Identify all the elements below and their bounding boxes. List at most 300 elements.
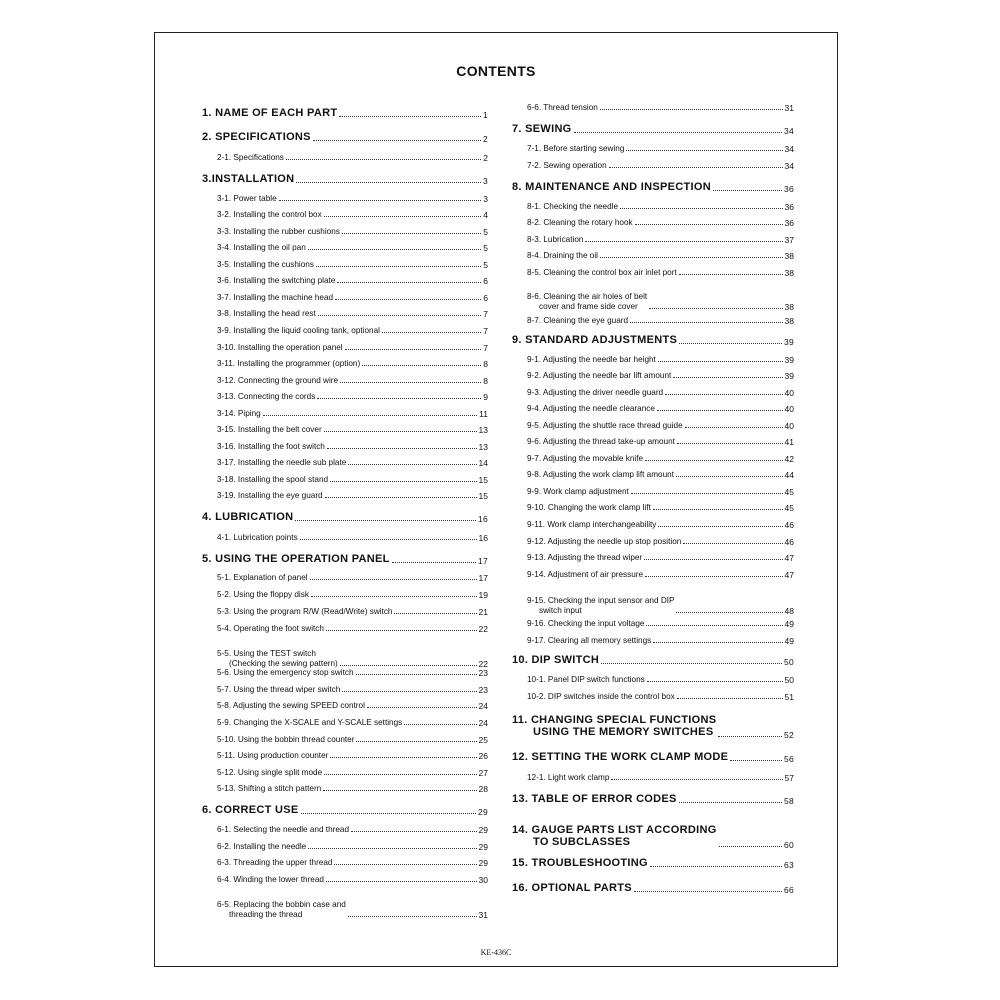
toc-page-number: 63 (783, 859, 794, 870)
toc-page-number: 36 (784, 201, 794, 212)
dot-leader (574, 132, 782, 133)
dot-leader (645, 576, 782, 577)
toc-page-number: 36 (783, 183, 794, 194)
toc-entry-title: 9-7. Adjusting the movable knife (527, 453, 644, 463)
toc-entry (202, 292, 488, 302)
toc-entry-title: 3-7. Installing the machine head (217, 292, 334, 302)
toc-entry-title: 6-6. Thread tension (527, 102, 598, 112)
dot-leader (730, 760, 782, 761)
toc-page-number: 49 (784, 635, 794, 646)
toc-entry-title: 9-4. Adjusting the needle clearance (527, 403, 655, 413)
dot-leader (295, 520, 476, 521)
dot-leader (394, 613, 476, 614)
dot-leader (585, 241, 782, 242)
toc-page-number: 8 (483, 358, 488, 369)
toc-entry (202, 510, 488, 523)
toc-entry (202, 391, 488, 401)
toc-page-number: 46 (784, 519, 794, 530)
toc-entry (202, 342, 488, 352)
toc-entry-title: 5-11. Using production counter (217, 750, 329, 760)
toc-entry (202, 589, 488, 599)
dot-leader (330, 481, 476, 482)
toc-entry (202, 242, 488, 252)
toc-page-number: 37 (784, 234, 794, 245)
toc-page-number: 4 (483, 209, 488, 220)
toc-entry-title: 3-18. Installing the spool stand (217, 474, 329, 484)
dot-leader (327, 448, 477, 449)
toc-entry (512, 792, 794, 805)
toc-page-number: 31 (784, 102, 794, 113)
toc-entry (202, 358, 488, 368)
toc-entry-title: 5-12. Using single split mode (217, 767, 323, 777)
page-footer: KE-436C (480, 948, 512, 957)
toc-entry-title-continued: TO SUBCLASSES (533, 836, 631, 849)
toc-entry-title-continued: cover and frame side cover (539, 301, 638, 311)
toc-entry (512, 772, 794, 782)
toc-entry-title: 3-11. Installing the programmer (option) (217, 358, 361, 368)
dot-leader (650, 866, 782, 867)
toc-entry (512, 502, 794, 512)
toc-entry-title: 3-1. Power table (217, 193, 277, 203)
toc-page-number: 7 (483, 342, 488, 353)
toc-page-number: 8 (483, 375, 488, 386)
toc-entry-title: 6. CORRECT USE (202, 804, 299, 816)
toc-page-number: 2 (482, 133, 488, 144)
toc-entry (512, 618, 794, 628)
dot-leader (317, 398, 481, 399)
toc-entry-title: 3-13. Connecting the cords (217, 391, 316, 401)
toc-page-number: 31 (478, 909, 488, 920)
toc-entry (202, 193, 488, 203)
toc-entry-title: 5-1. Explanation of panel (217, 572, 308, 582)
dot-leader (679, 802, 782, 803)
toc-entry-title: 8-4. Draining the oil (527, 250, 598, 260)
toc-entry (512, 387, 794, 397)
toc-entry-title: 3-3. Installing the rubber cushions (217, 226, 340, 236)
dot-leader (404, 724, 476, 725)
dot-leader (635, 224, 783, 225)
toc-page-number: 15 (478, 474, 488, 485)
dot-leader (713, 190, 782, 191)
toc-entry (512, 569, 794, 579)
toc-entry (512, 593, 794, 615)
toc-entry (512, 267, 794, 277)
toc-page-number: 41 (784, 436, 794, 447)
toc-entry (512, 250, 794, 260)
toc-page-number: 14 (478, 457, 488, 468)
dot-leader (676, 476, 783, 477)
toc-entry (512, 519, 794, 529)
toc-page-number: 40 (784, 403, 794, 414)
toc-entry-title: 1. NAME OF EACH PART (202, 107, 338, 119)
toc-page-number: 44 (784, 469, 794, 480)
dot-leader (653, 642, 782, 643)
dot-leader (286, 159, 481, 160)
dot-leader (330, 757, 476, 758)
dot-leader (658, 526, 782, 527)
toc-entry (512, 453, 794, 463)
dot-leader (600, 109, 783, 110)
toc-page-number: 29 (478, 857, 488, 868)
toc-entry (512, 653, 794, 666)
dot-leader (325, 497, 477, 498)
toc-page-number: 38 (784, 267, 794, 278)
toc-entry-title: 9-16. Checking the input voltage (527, 618, 645, 628)
toc-entry-title: 4. LUBRICATION (202, 511, 294, 523)
toc-page-number: 47 (784, 552, 794, 563)
toc-page-number: 47 (784, 569, 794, 580)
toc-entry (202, 552, 488, 565)
toc-page-number: 29 (478, 824, 488, 835)
toc-entry-title: 9-8. Adjusting the work clamp lift amount (527, 469, 674, 479)
toc-entry-title: 3-8. Installing the head rest (217, 308, 316, 318)
page-title: CONTENTS (456, 63, 536, 79)
dot-leader (263, 415, 477, 416)
toc-page-number: 6 (483, 292, 488, 303)
toc-entry (512, 370, 794, 380)
dot-leader (683, 543, 782, 544)
toc-entry-title: 9-1. Adjusting the needle bar height (527, 354, 656, 364)
toc-entry-title: 3-10. Installing the operation panel (217, 342, 343, 352)
toc-entry-title: 6-3. Threading the upper thread (217, 857, 333, 867)
dot-leader (301, 813, 476, 814)
dot-leader (646, 625, 782, 626)
toc-page-number: 23 (478, 684, 488, 695)
dot-leader (362, 365, 481, 366)
dot-leader (339, 116, 481, 117)
dot-leader (644, 559, 782, 560)
toc-page-number: 29 (477, 806, 488, 817)
toc-entry-title: 8-2. Cleaning the rotary hook (527, 217, 633, 227)
toc-entry-title: 10-2. DIP switches inside the control box (527, 691, 675, 701)
dot-leader (600, 257, 783, 258)
toc-page-number: 15 (478, 490, 488, 501)
toc-entry-title: 10-1. Panel DIP switch functions (527, 674, 645, 684)
toc-page-number: 39 (784, 354, 794, 365)
dot-leader (679, 274, 783, 275)
toc-page-number: 2 (483, 152, 488, 163)
dot-leader (392, 562, 476, 563)
toc-entry (202, 897, 488, 919)
toc-entry-title: 9-13. Adjusting the thread wiper (527, 552, 643, 562)
dot-leader (631, 493, 783, 494)
toc-entry (202, 532, 488, 542)
toc-entry (512, 122, 794, 135)
toc-entry-title: 3-9. Installing the liquid cooling tank, optional (217, 325, 380, 335)
toc-entry-title: 6-1. Selecting the needle and thread (217, 824, 350, 834)
toc-entry (512, 234, 794, 244)
dot-leader (326, 630, 477, 631)
toc-page-number: 34 (783, 125, 794, 136)
dot-leader (718, 736, 782, 737)
toc-entry (512, 102, 794, 112)
toc-page-number: 13 (478, 424, 488, 435)
toc-page-number: 28 (478, 783, 488, 794)
dot-leader (342, 233, 481, 234)
toc-entry-title: 5-7. Using the thread wiper switch (217, 684, 341, 694)
toc-entry-title: 5-13. Shifting a stitch pattern (217, 783, 322, 793)
toc-entry (202, 441, 488, 451)
dot-leader (673, 377, 782, 378)
toc-entry-title: 3-5. Installing the cushions (217, 259, 314, 269)
dot-leader (324, 774, 476, 775)
toc-entry (202, 700, 488, 710)
toc-entry-title: 9-15. Checking the input sensor and DIP (527, 596, 675, 606)
toc-entry-title: 9-10. Changing the work clamp lift (527, 502, 651, 512)
toc-entry (512, 333, 794, 346)
dot-leader (634, 891, 782, 892)
toc-entry (202, 803, 488, 816)
dot-leader (665, 394, 782, 395)
dot-leader (645, 460, 782, 461)
toc-page-number: 3 (483, 193, 488, 204)
toc-page-number: 5 (483, 259, 488, 270)
toc-page-number: 24 (478, 717, 488, 728)
toc-page-number: 40 (784, 420, 794, 431)
toc-entry (512, 469, 794, 479)
toc-entry (512, 420, 794, 430)
toc-page-number: 23 (478, 667, 488, 678)
dot-leader (685, 427, 783, 428)
dot-leader (677, 443, 783, 444)
toc-page-number: 25 (478, 734, 488, 745)
dot-leader (279, 200, 482, 201)
dot-leader (323, 790, 476, 791)
toc-entry (202, 824, 488, 834)
toc-entry (512, 315, 794, 325)
dot-leader (308, 249, 482, 250)
toc-entry-title: 9-9. Work clamp adjustment (527, 486, 629, 496)
toc-entry (202, 375, 488, 385)
toc-entry (202, 226, 488, 236)
dot-leader (611, 779, 782, 780)
dot-leader (311, 596, 477, 597)
toc-entry-title: 8-1. Checking the needle (527, 201, 619, 211)
toc-page-number: 17 (478, 572, 488, 583)
toc-entry-title: 8. MAINTENANCE AND INSPECTION (512, 181, 711, 193)
toc-entry-title: 3-19. Installing the eye guard (217, 490, 323, 500)
dot-leader (677, 698, 783, 699)
toc-page-number: 26 (478, 750, 488, 761)
toc-entry-title: 16. OPTIONAL PARTS (512, 882, 632, 894)
toc-entry-title: 12-1. Light work clamp (527, 772, 610, 782)
toc-entry-title: 9-5. Adjusting the shuttle race thread guide (527, 420, 683, 430)
toc-page-number: 34 (784, 160, 794, 171)
toc-page-number: 7 (483, 325, 488, 336)
toc-entry (512, 711, 794, 739)
toc-page-number: 5 (483, 226, 488, 237)
toc-page-number: 9 (483, 391, 488, 402)
dot-leader (609, 167, 783, 168)
toc-entry (202, 275, 488, 285)
toc-page-number: 21 (478, 606, 488, 617)
toc-entry (512, 160, 794, 170)
dot-leader (630, 322, 782, 323)
toc-entry (512, 536, 794, 546)
toc-entry-title: 9-12. Adjusting the needle up stop position (527, 536, 682, 546)
toc-entry (512, 201, 794, 211)
toc-entry (512, 750, 794, 763)
toc-entry (512, 403, 794, 413)
toc-entry (202, 424, 488, 434)
toc-page-number: 48 (784, 605, 794, 616)
toc-entry-title: 5-10. Using the bobbin thread counter (217, 734, 355, 744)
toc-entry-title-continued: switch input (539, 605, 582, 615)
toc-entry (202, 474, 488, 484)
dot-leader (601, 663, 782, 664)
toc-entry-title: 3-15. Installing the belt cover (217, 424, 322, 434)
dot-leader (326, 881, 477, 882)
toc-entry (202, 667, 488, 677)
toc-entry (202, 152, 488, 162)
toc-entry (202, 750, 488, 760)
toc-entry (512, 180, 794, 193)
toc-entry (512, 217, 794, 227)
toc-entry-title: 8-6. Cleaning the air holes of belt (527, 292, 648, 302)
toc-page-number: 50 (783, 656, 794, 667)
toc-entry-title: 5-6. Using the emergency stop switch (217, 667, 354, 677)
toc-entry-title: 11. CHANGING SPECIAL FUNCTIONS (512, 713, 717, 726)
dot-leader (324, 431, 477, 432)
toc-entry-title: 5-9. Changing the X-SCALE and Y-SCALE settings (217, 717, 403, 727)
toc-entry-title-continued: (Checking the sewing pattern) (229, 658, 338, 668)
toc-page-number: 39 (783, 336, 794, 347)
toc-page-number: 42 (784, 453, 794, 464)
dot-leader (653, 509, 783, 510)
toc-entry (202, 490, 488, 500)
toc-entry-title: 12. SETTING THE WORK CLAMP MODE (512, 751, 729, 763)
toc-entry-title: 3-17. Installing the needle sub plate (217, 457, 347, 467)
toc-page-number: 45 (784, 486, 794, 497)
toc-page-number: 7 (483, 308, 488, 319)
dot-leader (658, 361, 783, 362)
toc-entry-title: 7-1. Before starting sewing (527, 143, 625, 153)
toc-entry (512, 881, 794, 894)
toc-entry-title: 7-2. Sewing operation (527, 160, 607, 170)
toc-entry-title: 3-4. Installing the oil pan (217, 242, 306, 252)
toc-entry-title: 9-3. Adjusting the driver needle guard (527, 387, 664, 397)
toc-entry (202, 130, 488, 143)
toc-entry-title: 5-2. Using the floppy disk (217, 589, 309, 599)
toc-entry (202, 457, 488, 467)
toc-page-number: 45 (784, 502, 794, 513)
toc-entry (202, 623, 488, 633)
toc-entry-title: 9-11. Work clamp interchangeability (527, 519, 657, 529)
toc-entry (512, 354, 794, 364)
toc-entry (202, 646, 488, 668)
toc-entry-title: 10. DIP SWITCH (512, 654, 600, 666)
toc-entry (202, 783, 488, 793)
toc-page-number: 27 (478, 767, 488, 778)
toc-entry-title: 7. SEWING (512, 123, 572, 135)
toc-entry (202, 172, 488, 185)
toc-entry (512, 821, 794, 849)
toc-entry-title: 5. USING THE OPERATION PANEL (202, 553, 390, 565)
toc-entry (512, 856, 794, 869)
toc-page-number: 40 (784, 387, 794, 398)
dot-leader (356, 741, 476, 742)
toc-entry-title: 3-14. Piping (217, 408, 261, 418)
dot-leader (620, 208, 782, 209)
dot-leader (340, 382, 481, 383)
toc-entry (202, 209, 488, 219)
toc-page-number: 1 (482, 109, 488, 120)
toc-page-number: 57 (784, 772, 794, 783)
toc-entry-title-continued: threading the thread (229, 909, 303, 919)
toc-entry-title: 3-6. Installing the switching plate (217, 275, 336, 285)
toc-entry (512, 552, 794, 562)
toc-entry-title: 8-7. Cleaning the eye guard (527, 315, 629, 325)
toc-entry (202, 734, 488, 744)
toc-page-number: 19 (478, 589, 488, 600)
toc-page-number: 22 (478, 623, 488, 634)
document-page (154, 32, 838, 967)
toc-page-number: 46 (784, 536, 794, 547)
toc-entry (512, 289, 794, 311)
dot-leader (345, 349, 482, 350)
dot-leader (382, 332, 481, 333)
toc-entry (512, 143, 794, 153)
dot-leader (367, 707, 477, 708)
toc-page-number: 16 (477, 513, 488, 524)
toc-entry (512, 674, 794, 684)
toc-page-number: 6 (483, 275, 488, 286)
toc-page-number: 30 (478, 874, 488, 885)
dot-leader (348, 916, 477, 917)
dot-leader (719, 846, 782, 847)
toc-entry (202, 857, 488, 867)
toc-entry-title: 6-5. Replacing the bobbin case and (217, 900, 346, 910)
toc-entry (202, 717, 488, 727)
toc-entry-title-continued: USING THE MEMORY SWITCHES (533, 726, 714, 739)
toc-page-number: 58 (783, 795, 794, 806)
toc-entry (512, 436, 794, 446)
dot-leader (679, 343, 782, 344)
toc-entry-title: 9-14. Adjustment of air pressure (527, 569, 644, 579)
toc-entry-title: 14. GAUGE PARTS LIST ACCORDING (512, 823, 717, 836)
toc-entry-title: 5-8. Adjusting the sewing SPEED control (217, 700, 365, 710)
toc-entry-title: 2. SPECIFICATIONS (202, 131, 311, 143)
toc-entry-title: 8-3. Lubrication (527, 234, 584, 244)
dot-leader (676, 612, 782, 613)
toc-entry (512, 691, 794, 701)
toc-entry (202, 767, 488, 777)
toc-page-number: 24 (478, 700, 488, 711)
toc-page-number: 38 (784, 250, 794, 261)
dot-leader (318, 315, 481, 316)
toc-entry-title: 13. TABLE OF ERROR CODES (512, 793, 677, 805)
toc-page-number: 29 (478, 841, 488, 852)
toc-page-number: 51 (784, 691, 794, 702)
toc-entry-title: 9-6. Adjusting the thread take-up amount (527, 436, 675, 446)
dot-leader (356, 674, 477, 675)
toc-page-number: 11 (479, 408, 488, 419)
toc-page-number: 38 (784, 315, 794, 326)
toc-page-number: 66 (783, 884, 794, 895)
toc-entry-title: 2-1. Specifications (217, 152, 284, 162)
dot-leader (316, 266, 481, 267)
toc-page-number: 38 (784, 301, 794, 312)
dot-leader (310, 579, 477, 580)
toc-entry (202, 606, 488, 616)
dot-leader (647, 681, 783, 682)
toc-entry-title: 9-2. Adjusting the needle bar lift amount (527, 370, 672, 380)
toc-entry-title: 9. STANDARD ADJUSTMENTS (512, 334, 678, 346)
toc-entry-title: 5-5. Using the TEST switch (217, 649, 316, 659)
toc-entry-title: 6-4. Winding the lower thread (217, 874, 324, 884)
toc-entry (202, 841, 488, 851)
dot-leader (335, 299, 481, 300)
